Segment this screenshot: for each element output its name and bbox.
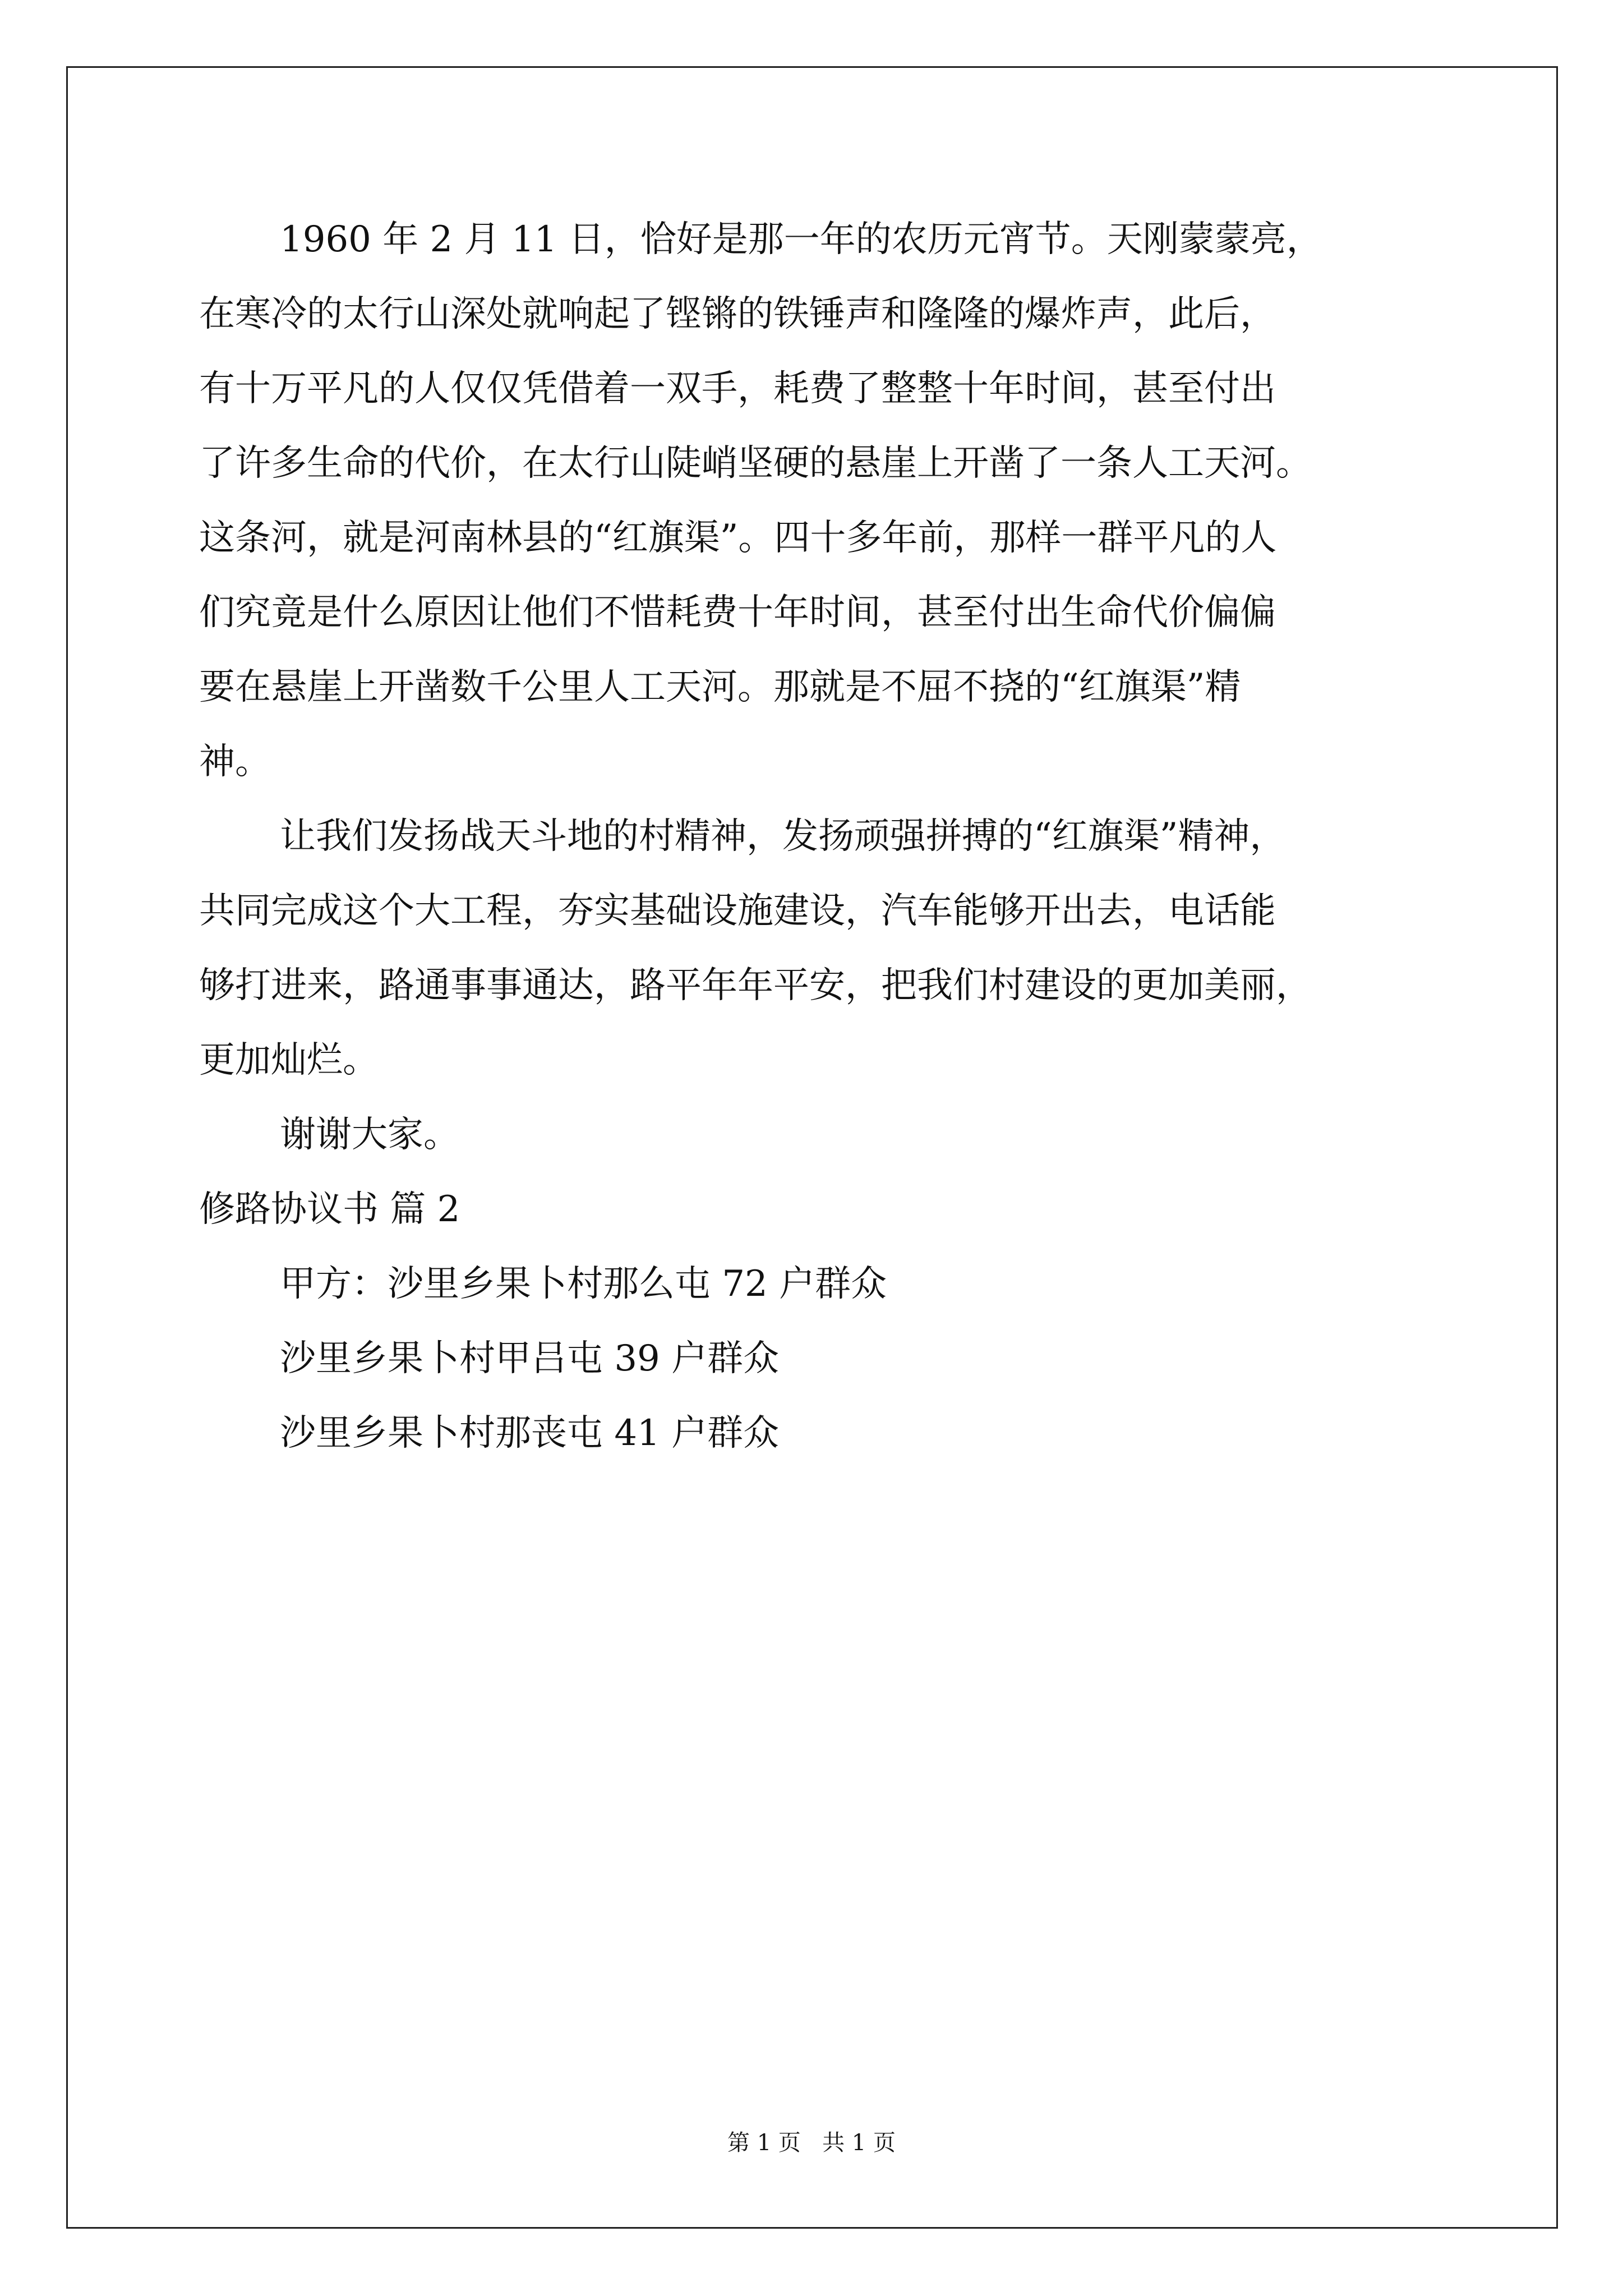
paragraph-line: 这条河，就是河南林县的“红旗渠”。四十多年前，那样一群平凡的人 [199,517,1277,559]
paragraph-line: 了许多生命的代价，在太行山陡峭坚硬的悬崖上开凿了一条人工天河。 [199,443,1312,484]
paragraph-line: 要在悬崖上开凿数千公里人工天河。那就是不屈不挠的“红旗渠”精 [199,666,1241,708]
paragraph-line: 1960 年 2 月 11 日，恰好是那一年的农历元宵节。天刚蒙蒙亮， [280,219,1322,260]
thanks-line: 谢谢大家。 [280,1114,459,1156]
paragraph-line: 更加灿烂。 [199,1039,379,1081]
paragraph-line: 共同完成这个大工程，夯实基础设施建设，汽车能够开出去，电话能 [199,890,1276,932]
section-heading: 修路协议书 篇 2 [199,1189,460,1230]
paragraph-line: 让我们发扬战天斗地的村精神，发扬顽强拼搏的“红旗渠”精神， [280,816,1286,857]
party-a-line-3: 沙里乡果卜村那丧屯 41 户群众 [280,1412,780,1454]
paragraph-line: 们究竟是什么原因让他们不惜耗费十年时间，甚至付出生命代价偏偏 [199,592,1276,633]
party-a-line: 甲方：沙里乡果卜村那么屯 72 户群众 [280,1263,887,1305]
paragraph-line: 神。 [199,741,271,783]
paragraph-line: 够打进来，路通事事通达，路平年年平安，把我们村建设的更加美丽， [199,965,1312,1006]
paragraph-line: 在寒冷的太行山深处就响起了铿锵的铁锤声和隆隆的爆炸声，此后， [199,293,1276,335]
page-footer: 第 1 页 共 1 页 [727,2130,896,2156]
party-a-line-2: 沙里乡果卜村甲吕屯 39 户群众 [280,1338,780,1379]
paragraph-line: 有十万平凡的人仅仅凭借着一双手，耗费了整整十年时间，甚至付出 [199,368,1276,409]
